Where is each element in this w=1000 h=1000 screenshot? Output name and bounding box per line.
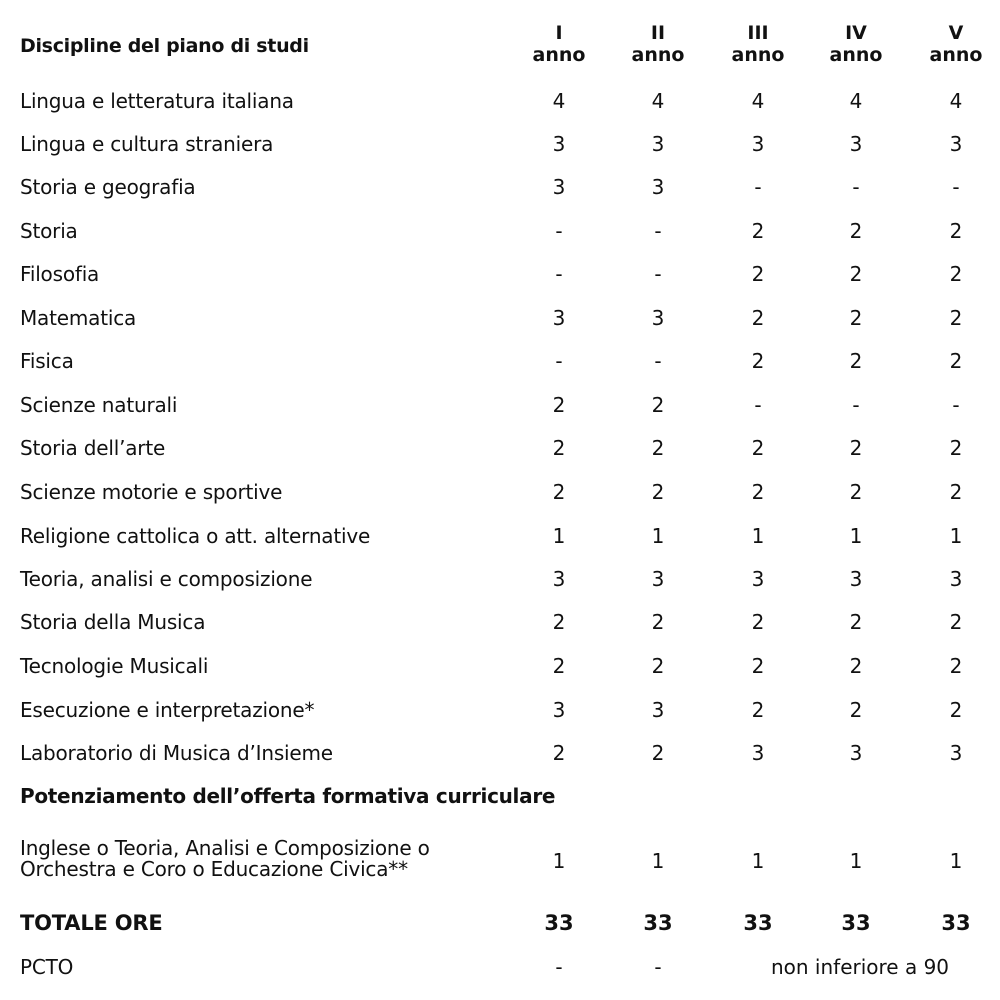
table-header xyxy=(0,14,1000,78)
hours-year-1: 2 xyxy=(552,654,566,678)
hours-year-3: 2 xyxy=(751,262,765,286)
hours-year-1: 2 xyxy=(552,741,566,765)
hours-year-3: 2 xyxy=(751,306,765,330)
hours-year-4: - xyxy=(852,175,860,199)
hours-year-1: 3 xyxy=(552,698,566,722)
hours-year-1: 4 xyxy=(552,89,566,113)
table-row xyxy=(0,211,1000,251)
hours-year-5: 2 xyxy=(949,610,963,634)
total-label: TOTALE ORE xyxy=(20,911,163,935)
enrichment-label-line-2: Orchestra e Coro o Educazione Civica** xyxy=(20,857,408,881)
subject-name: Esecuzione e interpretazione* xyxy=(20,698,315,722)
hours-year-5: - xyxy=(952,175,960,199)
section-heading-row xyxy=(0,776,1000,816)
hours-year-3: 3 xyxy=(751,741,765,765)
hours-year-3: 1 xyxy=(751,524,765,548)
hours-year-1: 2 xyxy=(552,436,566,460)
year-header-2: II anno xyxy=(631,22,685,66)
hours-year-5: 3 xyxy=(949,132,963,156)
hours-year-3: - xyxy=(754,175,762,199)
hours-year-3: 3 xyxy=(751,132,765,156)
hours-year-3: 2 xyxy=(751,436,765,460)
hours-year-2: 3 xyxy=(651,306,665,330)
hours-year-5: 2 xyxy=(949,436,963,460)
pcto-row xyxy=(0,947,1000,987)
hours-year-3: 2 xyxy=(751,480,765,504)
hours-year-2: 2 xyxy=(651,393,665,417)
hours-year-1: 1 xyxy=(552,524,566,548)
hours-year-2: 2 xyxy=(651,741,665,765)
table-row xyxy=(0,646,1000,686)
hours-year-2: 2 xyxy=(651,436,665,460)
table-row xyxy=(0,559,1000,599)
enrichment-row xyxy=(0,836,1000,886)
hours-year-4: 2 xyxy=(849,480,863,504)
table-row xyxy=(0,385,1000,425)
hours-year-1: - xyxy=(555,262,563,286)
subject-name: Lingua e letteratura italiana xyxy=(20,89,294,113)
hours-year-4: 2 xyxy=(849,698,863,722)
table-row xyxy=(0,690,1000,730)
hours-year-5: 2 xyxy=(949,698,963,722)
table-row xyxy=(0,254,1000,294)
hours-year-2: 3 xyxy=(651,567,665,591)
hours-year-5: - xyxy=(952,393,960,417)
hours-year-1: 3 xyxy=(552,132,566,156)
subject-name: Storia dell’arte xyxy=(20,436,166,460)
hours-year-5: 2 xyxy=(949,349,963,373)
hours-year-3: - xyxy=(754,393,762,417)
hours-year-1: 2 xyxy=(552,393,566,417)
total-year-2: 33 xyxy=(643,911,673,935)
hours-year-4: 3 xyxy=(849,567,863,591)
hours-year-4: 2 xyxy=(849,306,863,330)
year-header-5: V anno xyxy=(929,22,983,66)
pcto-year-2: - xyxy=(654,955,662,979)
hours-year-1: 1 xyxy=(552,849,566,873)
table-row xyxy=(0,124,1000,164)
hours-year-4: 3 xyxy=(849,132,863,156)
table-row xyxy=(0,602,1000,642)
hours-year-2: - xyxy=(654,262,662,286)
table-row xyxy=(0,733,1000,773)
subject-name: Laboratorio di Musica d’Insieme xyxy=(20,741,333,765)
subject-name: Filosofia xyxy=(20,262,100,286)
table-row xyxy=(0,428,1000,468)
hours-year-3: 2 xyxy=(751,219,765,243)
hours-year-3: 2 xyxy=(751,610,765,634)
enrichment-label xyxy=(20,836,500,886)
hours-year-5: 4 xyxy=(949,89,963,113)
hours-year-3: 4 xyxy=(751,89,765,113)
total-year-4: 33 xyxy=(841,911,871,935)
hours-year-2: 4 xyxy=(651,89,665,113)
hours-year-5: 3 xyxy=(949,741,963,765)
hours-year-1: - xyxy=(555,349,563,373)
hours-year-5: 3 xyxy=(949,567,963,591)
hours-year-2: 2 xyxy=(651,654,665,678)
hours-year-5: 2 xyxy=(949,306,963,330)
hours-year-1: 3 xyxy=(552,175,566,199)
table-row xyxy=(0,472,1000,512)
hours-year-2: 3 xyxy=(651,132,665,156)
subject-name: Storia e geografia xyxy=(20,175,196,199)
hours-year-4: 2 xyxy=(849,654,863,678)
hours-year-1: 3 xyxy=(552,306,566,330)
pcto-year-1: - xyxy=(555,955,563,979)
hours-year-4: 2 xyxy=(849,610,863,634)
hours-year-2: 2 xyxy=(651,610,665,634)
pcto-years-3-5: non inferiore a 90 xyxy=(770,955,950,979)
subject-name: Fisica xyxy=(20,349,74,373)
subject-name: Matematica xyxy=(20,306,137,330)
total-year-5: 33 xyxy=(941,911,971,935)
hours-year-1: 2 xyxy=(552,480,566,504)
hours-year-2: - xyxy=(654,349,662,373)
total-row xyxy=(0,903,1000,943)
enrichment-label-line-1: Inglese o Teoria, Analisi e Composizione o xyxy=(20,836,430,860)
year-header-3: III anno xyxy=(731,22,785,66)
hours-year-4: - xyxy=(852,393,860,417)
subject-name: Tecnologie Musicali xyxy=(20,654,209,678)
subject-name: Teoria, analisi e composizione xyxy=(20,567,313,591)
subject-name: Lingua e cultura straniera xyxy=(20,132,274,156)
hours-year-4: 3 xyxy=(849,741,863,765)
hours-year-3: 2 xyxy=(751,654,765,678)
subject-name: Religione cattolica o att. alternative xyxy=(20,524,371,548)
year-header-1: I anno xyxy=(532,22,586,66)
hours-year-4: 4 xyxy=(849,89,863,113)
table-row xyxy=(0,298,1000,338)
hours-year-5: 2 xyxy=(949,654,963,678)
hours-year-3: 2 xyxy=(751,698,765,722)
hours-year-4: 2 xyxy=(849,219,863,243)
total-year-1: 33 xyxy=(544,911,574,935)
hours-year-5: 2 xyxy=(949,480,963,504)
hours-year-4: 1 xyxy=(849,849,863,873)
hours-year-2: 2 xyxy=(651,480,665,504)
hours-year-2: - xyxy=(654,219,662,243)
hours-year-5: 1 xyxy=(949,524,963,548)
total-year-3: 33 xyxy=(743,911,773,935)
hours-year-2: 1 xyxy=(651,524,665,548)
hours-year-2: 3 xyxy=(651,175,665,199)
table-row xyxy=(0,81,1000,121)
subject-name: Storia della Musica xyxy=(20,610,206,634)
hours-year-3: 3 xyxy=(751,567,765,591)
hours-year-1: 3 xyxy=(552,567,566,591)
section-heading: Potenziamento dell’offerta formativa curriculare xyxy=(20,784,556,808)
subject-name: Storia xyxy=(20,219,78,243)
pcto-label: PCTO xyxy=(20,955,74,979)
table-row xyxy=(0,516,1000,556)
year-header-4: IV anno xyxy=(829,22,883,66)
hours-year-5: 1 xyxy=(949,849,963,873)
hours-year-3: 1 xyxy=(751,849,765,873)
hours-year-1: 2 xyxy=(552,610,566,634)
hours-year-4: 1 xyxy=(849,524,863,548)
subject-name: Scienze motorie e sportive xyxy=(20,480,283,504)
table-title: Discipline del piano di studi xyxy=(20,35,309,57)
hours-year-4: 2 xyxy=(849,436,863,460)
table-row xyxy=(0,167,1000,207)
table-row xyxy=(0,341,1000,381)
hours-year-2: 3 xyxy=(651,698,665,722)
hours-year-4: 2 xyxy=(849,349,863,373)
hours-year-5: 2 xyxy=(949,262,963,286)
hours-year-4: 2 xyxy=(849,262,863,286)
hours-year-2: 1 xyxy=(651,849,665,873)
hours-year-5: 2 xyxy=(949,219,963,243)
subject-name: Scienze naturali xyxy=(20,393,178,417)
hours-year-3: 2 xyxy=(751,349,765,373)
hours-year-1: - xyxy=(555,219,563,243)
